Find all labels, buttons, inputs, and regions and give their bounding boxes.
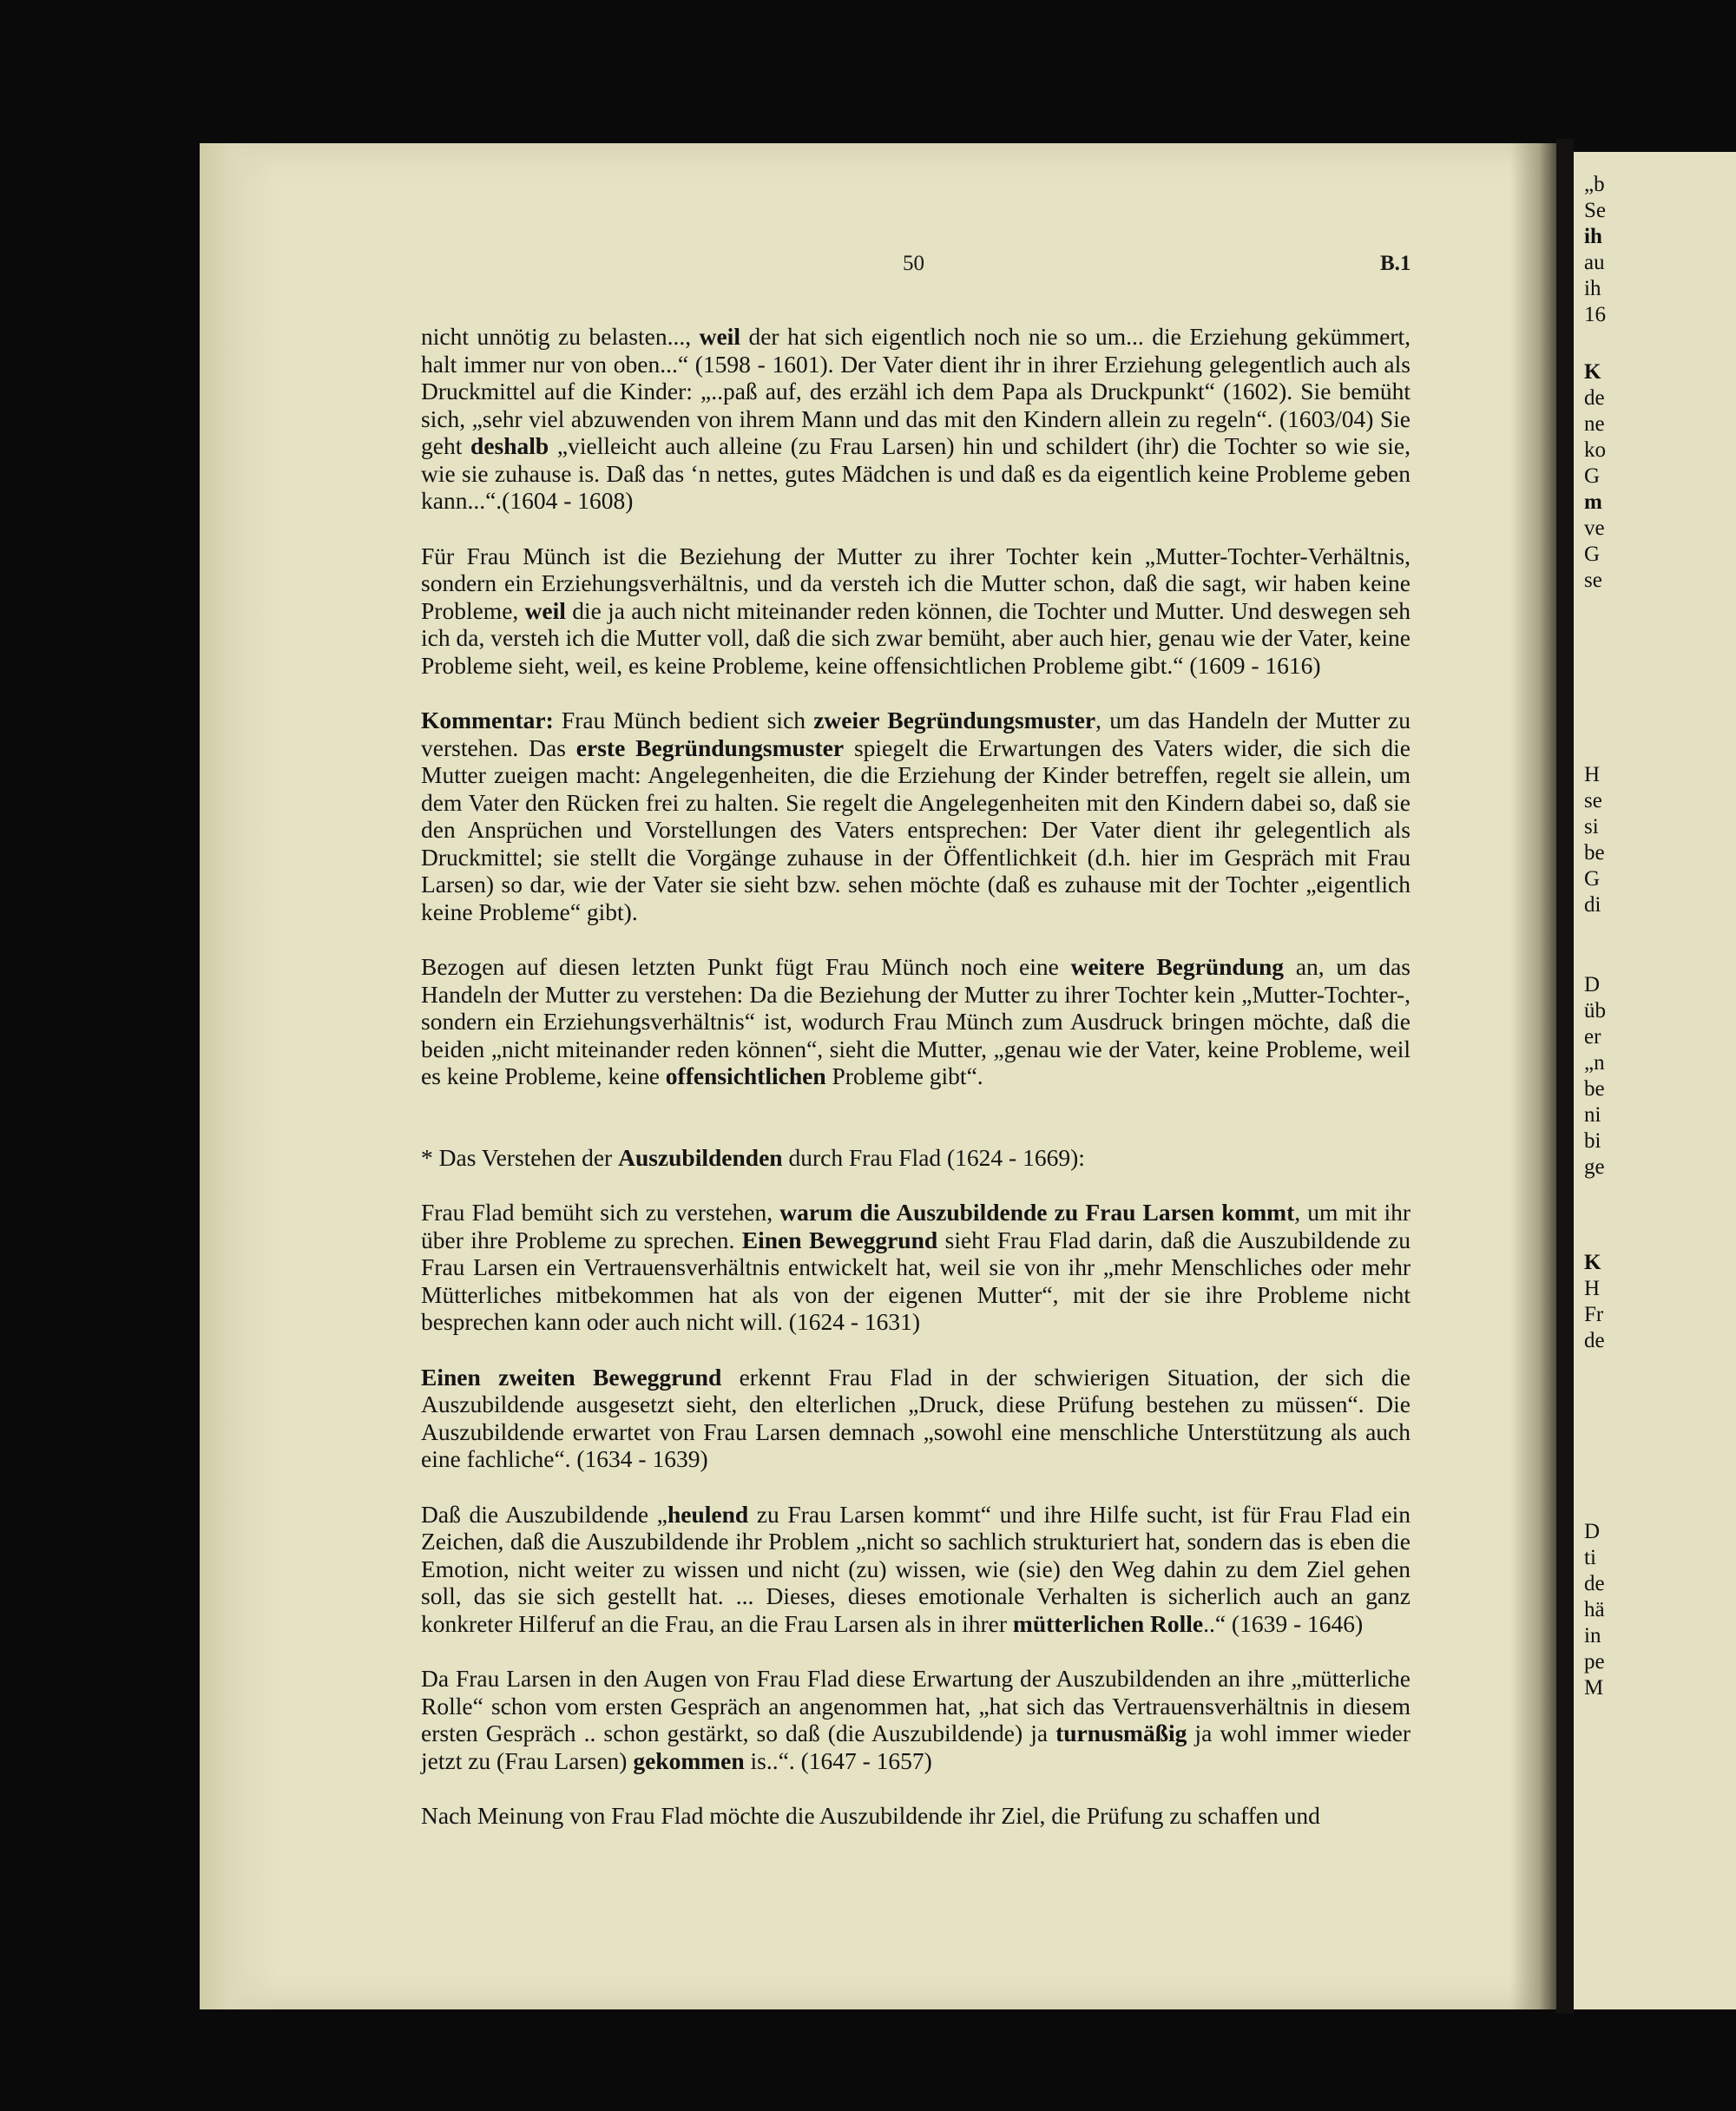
right-page-text-fragment: D	[1584, 1520, 1601, 1543]
paragraph	[421, 1199, 1410, 1336]
bold-text-run: erste Begründungsmuster	[575, 733, 845, 761]
right-page-text-fragment: G	[1584, 464, 1601, 488]
right-page-text-fragment: Fr	[1584, 1303, 1604, 1326]
right-page-text-fragment: in	[1584, 1624, 1601, 1647]
right-page-text-fragment: G	[1584, 867, 1601, 891]
text-run: nicht unnötig zu belasten...,	[421, 323, 700, 350]
right-page-text-fragment: de	[1584, 1572, 1605, 1595]
bold-text-run: Einen Beweggrund	[741, 1226, 938, 1253]
right-page-text-fragment: di	[1584, 893, 1601, 917]
paragraph	[421, 953, 1410, 1090]
text-run: Daß die Auszubildende „	[421, 1500, 667, 1528]
page-number: 50	[903, 252, 924, 275]
bold-text-run: warum die Auszubildende zu Frau Larsen kommt	[779, 1199, 1295, 1226]
right-page-text-fragment: M	[1584, 1676, 1604, 1700]
text-run: Frau Münch bedient sich	[553, 707, 814, 733]
running-head: B.1	[1380, 252, 1411, 275]
right-page-text-fragment: pe	[1584, 1650, 1605, 1674]
bold-text-run: weil	[699, 323, 740, 350]
spine-shadow	[1556, 139, 1574, 2014]
text-run: , um das Handeln der Mutter zu verstehen. Das	[421, 707, 1410, 761]
text-run: , um mit ihr über ihre Probleme zu sprechen.	[421, 1199, 1410, 1253]
paragraph	[421, 1665, 1410, 1774]
text-run: Bezogen auf diesen letzten Punkt fügt Frau Münch noch eine	[421, 953, 1071, 980]
text-run: is..“. (1647 - 1657)	[744, 1746, 932, 1774]
text-run: zu Frau Larsen kommt“ und ihre Hilfe sucht, ist für Frau Flad ein Zeichen, daß die Auszubildende ihr Problem „nicht so sachlich strukturiert hat, sondern das is eben die Emotion, nicht weiter zu wissen und nicht (zu) wissen, wie (sie) den Weg dahin zu dem Ziel gehen soll, das sie sich gestellt hat. ... Dieses, dieses emotionale Verhalten is sicherlich auch an ganz konkreter Hilferuf an die Frau, an die Frau Larsen als in ihrer	[421, 1500, 1411, 1637]
right-page-text-fragment: H	[1584, 763, 1601, 786]
text-run: ja wohl immer wieder jetzt zu (Frau Larsen)	[421, 1720, 1410, 1774]
right-page-text-fragment: K	[1584, 1251, 1601, 1274]
text-run: Da Frau Larsen in den Augen von Frau Flad diese Erwartung der Auszubildenden an ihre „mütterliche Rolle“ schon vom ersten Gespräch an angenommen hat, „hat sich das Vertrauensverhältnis in diesem ersten Gespräch .. schon gestärkt, so daß (die Auszubildende) ja	[421, 1665, 1410, 1746]
right-page-text-fragment: ih	[1584, 225, 1602, 248]
paragraph	[421, 543, 1410, 680]
right-page-text-fragment: si	[1584, 815, 1599, 838]
paragraph	[421, 707, 1410, 925]
paragraph	[421, 1144, 1410, 1172]
text-run: die ja auch nicht miteinander reden können, die Tochter und Mutter. Und deswegen seh ich da, versteh ich die Mutter voll, daß die sich zwar bemüht, aber auch hier, genau wie der Vater, keine Probleme sieht, weil, es keine Probleme, keine offensichtlichen Probleme gibt.“ (1609 - 1616)	[421, 596, 1410, 679]
right-page-text-fragment: m	[1584, 490, 1602, 514]
bold-text-run: mütterlichen Rolle	[1012, 1609, 1204, 1637]
right-page-text-fragment: 16	[1584, 303, 1606, 326]
text-run: ..“ (1639 - 1646)	[1203, 1609, 1364, 1637]
bold-text-run: offensichtlichen	[665, 1062, 826, 1089]
right-page-text-fragment: be	[1584, 841, 1605, 865]
right-page-text-fragment: ko	[1584, 438, 1606, 462]
right-page-text-fragment: ih	[1584, 277, 1601, 300]
bold-text-run: deshalb	[470, 432, 549, 459]
right-page-text-fragment: se	[1584, 569, 1602, 592]
text-run: Frau Flad bemüht sich zu verstehen,	[421, 1199, 780, 1226]
right-page-text-fragment: H	[1584, 1277, 1601, 1300]
right-page-text-fragment: D	[1584, 973, 1601, 996]
paragraph	[421, 1364, 1410, 1473]
right-page-text-fragment: be	[1584, 1077, 1605, 1101]
text-run: der hat sich eigentlich noch nie so um... die Erziehung gekümmert, halt immer nur von oben...“ (1598 - 1601). Der Vater dient ihr in ihrer Erziehung gelegentlich auch als Druckmittel auf die Kinder: „..paß auf, des erzähl ich dem Papa als Druckpunkt“ (1602). Sie bemüht sich, „sehr viel abzuwenden von ihrem Mann und das mit den Kindern allein zu regeln“. (1603/04) Sie geht	[421, 323, 1410, 459]
text-run: „vielleicht auch alleine (zu Frau Larsen) hin und schildert (ihr) die Tochter so wie sie, wie sie zuhause is. Daß das ‘n nettes, gutes Mädchen is und daß es da eigentlich keine Probleme geben kann...“.(1604 - 1608)	[421, 432, 1410, 514]
right-page-text-fragment: au	[1584, 251, 1605, 274]
right-page-text-fragment: er	[1584, 1025, 1601, 1049]
text-run: Nach Meinung von Frau Flad möchte die Auszubildende ihr Ziel, die Prüfung zu schaffen und	[421, 1802, 1320, 1829]
page-edge-shading	[200, 143, 278, 2009]
right-page-text-fragment: de	[1584, 1329, 1605, 1352]
text-run: an, um das Handeln der Mutter zu verstehen: Da die Beziehung der Mutter zu ihrer Tochter kein „Mutter-Tochter-, sondern ein Erziehungsverhältnis“ ist, wodurch Frau Münch zum Ausdruck bringen möchte, daß die beiden „nicht miteinander reden können“, sieht die Mutter, „genau wie der Vater, keine Probleme, weil es keine Probleme, keine	[421, 953, 1410, 1089]
book-gutter	[1510, 143, 1558, 2009]
right-page-text-fragment: ne	[1584, 412, 1605, 436]
bold-text-run: weitere Begründung	[1070, 953, 1285, 980]
body-text	[421, 323, 1410, 1858]
right-page-text-fragment: „b	[1584, 173, 1605, 196]
right-page-text-fragment: se	[1584, 789, 1602, 812]
bold-text-run: heulend	[667, 1500, 749, 1528]
bold-text-run: Einen zweiten Beweggrund	[421, 1363, 722, 1391]
text-run: Probleme gibt“.	[825, 1062, 983, 1089]
text-run: * Das Verstehen der	[421, 1143, 619, 1171]
paragraph	[421, 1501, 1410, 1638]
text-run: erkennt Frau Flad in der schwierigen Situation, der sich die Auszubildende ausgesetzt sieht, den elterlichen „Druck, diese Prüfung bestehen zu müssen“. Die Auszubildende erwartet von Frau Larsen demnach „sowohl eine menschliche Unterstützung als auch eine fachliche“. (1634 - 1639)	[421, 1363, 1410, 1472]
bold-text-run: turnusmäßig	[1055, 1720, 1187, 1746]
right-page-text-fragment: de	[1584, 386, 1605, 410]
right-page-text-fragment: „n	[1584, 1051, 1605, 1075]
bold-text-run: Kommentar:	[421, 707, 554, 733]
right-page-text-fragment: ve	[1584, 516, 1605, 540]
bold-text-run: Auszubildenden	[618, 1143, 783, 1171]
bold-text-run: gekommen	[633, 1746, 745, 1774]
bold-text-run: weil	[524, 596, 566, 624]
text-run: Für Frau Münch ist die Beziehung der Mutter zu ihrer Tochter kein „Mutter-Tochter-Verhältnis, sondern ein Erziehungsverhältnis, und da versteh ich die Mutter schon, daß die sagt, wir haben keine Probleme,	[421, 542, 1410, 624]
right-page-text-fragment: ni	[1584, 1103, 1601, 1127]
text-run: durch Frau Flad (1624 - 1669):	[782, 1143, 1085, 1171]
right-page-text-fragment: bi	[1584, 1129, 1601, 1153]
paragraph	[421, 323, 1410, 515]
bold-text-run: zweier Begründungsmuster	[813, 707, 1096, 733]
right-page-text-fragment: üb	[1584, 999, 1606, 1023]
right-page-text-fragment: Se	[1584, 199, 1606, 222]
right-page-text-fragment: ti	[1584, 1546, 1596, 1569]
right-page-text-fragment: ge	[1584, 1155, 1605, 1179]
right-page-text-fragment: K	[1584, 360, 1601, 384]
right-book-page	[1574, 152, 1736, 2009]
text-run: spiegelt die Erwartungen des Vaters wider, die sich die Mutter zueigen macht: Angelegenheiten, die die Erziehung der Kinder betreffen, regelt sie allein, um dem Vater den Rücken frei zu halten. Sie regelt die Angelegenheiten mit den Kindern dabei so, daß sie den Ansprüchen und Vorstellungen des Vaters entsprechen: Der Vater dient ihr gelegentlich als Druckmittel; sie stellt die Vorgänge zuhause in der Öffentlichkeit (d.h. hier im Gespräch mit Frau Larsen) so dar, wie der Vater sie sieht bzw. sehen möchte (daß es zuhause mit der Tochter „eigentlich keine Probleme“ gibt).	[421, 733, 1410, 925]
paragraph	[421, 1802, 1410, 1830]
text-run: sieht Frau Flad darin, daß die Auszubildende zu Frau Larsen ein Vertrauensverhältnis entwickelt hat, weil sie von ihr „mehr Menschliches oder mehr Mütterliches mitbekommen hat als von der eigenen Mutter“, mit der sie ihre Probleme nicht besprechen kann oder auch nicht will. (1624 - 1631)	[421, 1226, 1410, 1335]
right-page-text-fragment: G	[1584, 543, 1601, 566]
right-page-text-fragment: hä	[1584, 1598, 1605, 1621]
